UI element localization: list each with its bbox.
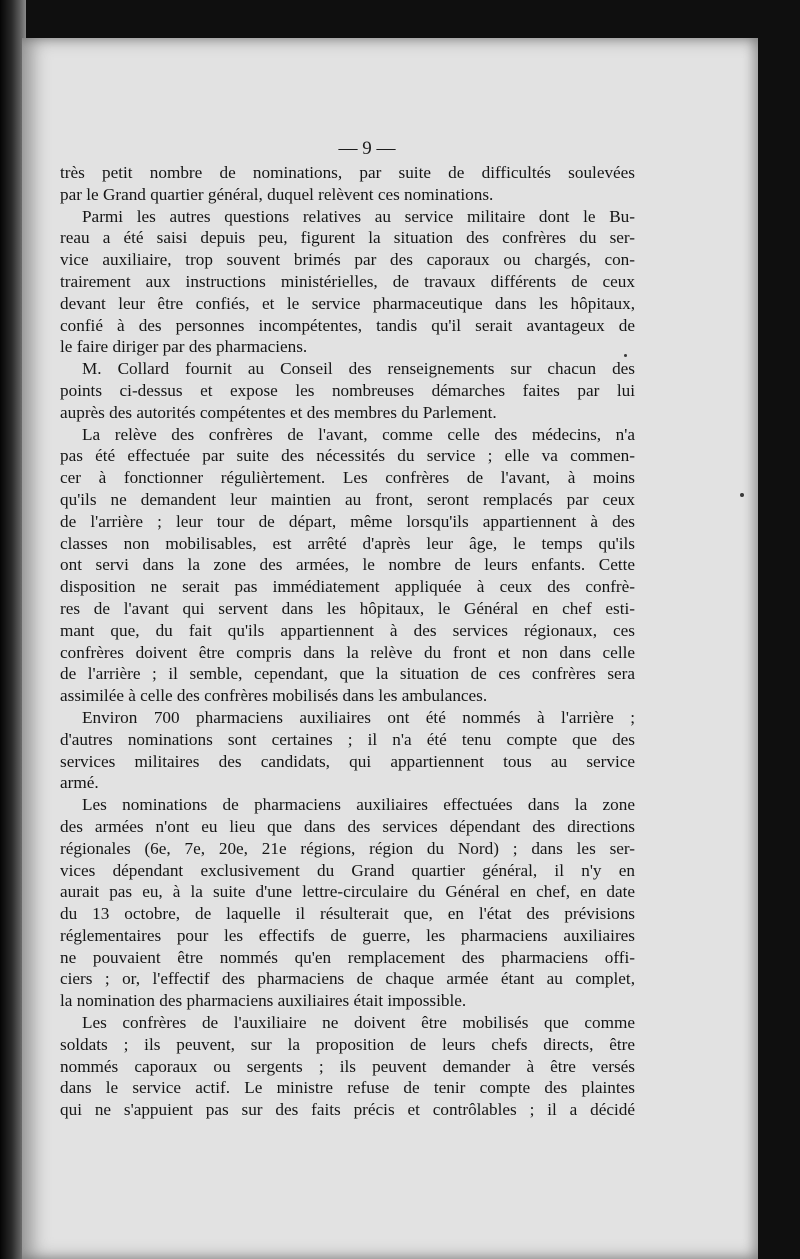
text-line: la nomination des pharmaciens auxiliaires était impossible. (60, 991, 467, 1011)
text-line: le faire diriger par des pharmaciens. (60, 337, 308, 357)
text-line: aurait pas eu, à la suite d'une lettre-circulaire du Général en chef, en date (60, 882, 635, 902)
text-line: ciers ; or, l'effectif des pharmaciens de chaque armée étant au complet, (60, 969, 635, 989)
text-line: auprès des autorités compétentes et des membres du Parlement. (60, 402, 497, 422)
text-line: mant que, du fait qu'ils appartiennent à des services régionaux, ces (60, 620, 635, 640)
text-line: nommés caporaux ou sergents ; ils peuvent demander à être versés (60, 1056, 635, 1076)
text-line: Les nominations de pharmaciens auxiliaires effectuées dans la zone (82, 795, 635, 815)
paragraph (60, 162, 635, 206)
text-line: soldats ; ils peuvent, sur la proposition de leurs chefs directs, être (60, 1034, 635, 1054)
text-line: ont servi dans la zone des armées, le nombre de leurs enfants. Cette (60, 555, 635, 575)
text-line: vice auxiliaire, trop souvent brimés par des caporaux ou chargés, con- (60, 250, 635, 270)
paragraph (60, 1012, 635, 1121)
text-line: confrères doivent être compris dans la relève du front et non dans celle (60, 642, 635, 662)
text-line: pas été effectuée par suite des nécessités du service ; elle va commen- (60, 446, 635, 466)
text-line: trairement aux instructions ministérielles, de travaux différents de ceux (60, 271, 635, 291)
text-line: Environ 700 pharmaciens auxiliaires ont été nommés à l'arrière ; (82, 707, 635, 727)
paragraph (60, 206, 635, 359)
text-line: confié à des personnes incompétentes, tandis qu'il serait avantageux de (60, 315, 635, 335)
text-line: Parmi les autres questions relatives au service militaire dont le Bu- (82, 206, 635, 226)
text-line: classes non mobilisables, est arrêté d'après leur âge, le temps qu'ils (60, 533, 635, 553)
paragraph (60, 424, 635, 707)
text-line: ne pouvaient être nommés qu'en remplacement des pharmaciens offi- (60, 947, 635, 967)
text-line: qu'ils ne demandent leur maintien au front, seront remplacés par ceux (60, 489, 635, 509)
text-line: du 13 octobre, de laquelle il résulterait que, en l'état des prévisions (60, 904, 635, 924)
paragraph (60, 358, 635, 423)
body-text (60, 162, 635, 1121)
text-line: de l'arrière ; il semble, cependant, que la situation de ces confrères sera (60, 664, 635, 684)
text-line: res de l'avant qui servent dans les hôpitaux, le Général en chef esti- (60, 598, 635, 618)
text-line: M. Collard fournit au Conseil des renseignements sur chacun des (82, 359, 635, 379)
text-line: des armées n'ont eu lieu que dans des services dépendant des directions (60, 816, 635, 836)
text-line: de l'arrière ; leur tour de départ, même lorsqu'ils appartiennent à des (60, 511, 635, 531)
text-line: vices dépendant exclusivement du Grand quartier général, il n'y en (60, 860, 635, 880)
paper-speck (740, 493, 744, 497)
text-line: régionales (6e, 7e, 20e, 21e régions, région du Nord) ; dans les ser- (60, 838, 635, 858)
text-line: disposition ne serait pas immédiatement appliquée à ceux des confrè- (60, 577, 635, 597)
page-number: — 9 — (338, 138, 396, 159)
text-line: La relève des confrères de l'avant, comme celle des médecins, n'a (82, 424, 635, 444)
text-line: devant leur être confiés, et le service pharmaceutique dans les hôpitaux, (60, 293, 635, 313)
text-line: réglementaires pour les effectifs de guerre, les pharmaciens auxiliaires (60, 925, 635, 945)
document-page (22, 38, 758, 1259)
text-line: qui ne s'appuient pas sur des faits précis et contrôlables ; il a décidé (60, 1100, 635, 1120)
text-line: d'autres nominations sont certaines ; il n'a été tenu compte que des (60, 729, 635, 749)
text-line: cer à fonctionner régulièrtement. Les confrères de l'avant, à moins (60, 468, 635, 488)
text-line: assimilée à celle des confrères mobilisés dans les ambulances. (60, 686, 488, 706)
text-line: par le Grand quartier général, duquel relèvent ces nominations. (60, 184, 494, 204)
text-line: très petit nombre de nominations, par suite de difficultés soulevées (60, 163, 635, 182)
text-line: Les confrères de l'auxiliaire ne doivent être mobilisés que comme (82, 1013, 635, 1033)
text-line: armé. (60, 773, 99, 793)
text-line: reau a été saisi depuis peu, figurent la situation des confrères du ser- (60, 228, 635, 248)
text-line: services militaires des candidats, qui appartiennent tous au service (60, 751, 635, 771)
text-line: dans le service actif. Le ministre refuse de tenir compte des plaintes (60, 1078, 635, 1098)
paragraph (60, 794, 635, 1012)
text-line: points ci-dessus et expose les nombreuses démarches faites par lui (60, 380, 635, 400)
paper-speck (624, 354, 627, 357)
paragraph (60, 707, 635, 794)
